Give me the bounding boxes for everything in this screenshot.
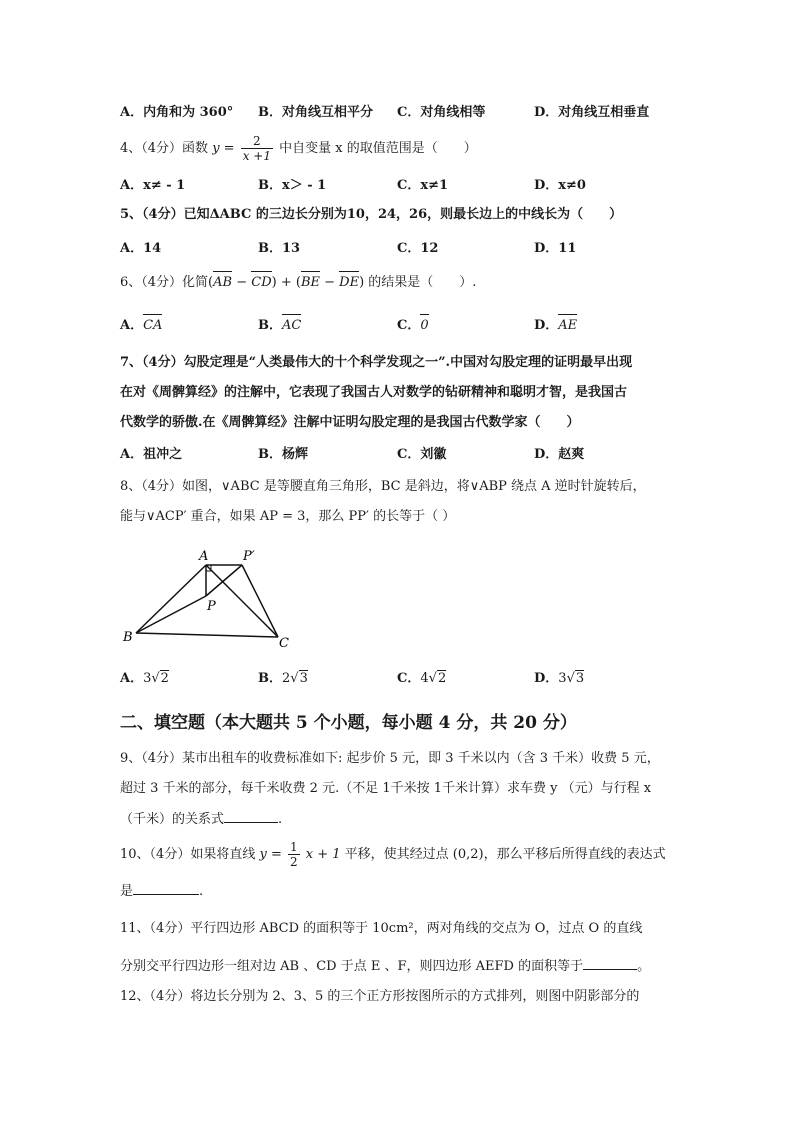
q10-fraction-denominator: 2: [290, 855, 298, 869]
q5-option-c: C．12: [397, 241, 439, 256]
q8-option-c-label: C．: [397, 671, 421, 686]
q6-option-d-vector: AE: [558, 318, 578, 333]
q6-option-c: [397, 317, 429, 335]
q8-line-ac: [206, 565, 278, 637]
q9-line-1: 9、（4分）某市出租车的收费标准如下: 起步价 5 元，即 3 千米以内（含 3 千米）收费 5 元，: [120, 751, 660, 766]
q7-line-3: 代数学的骄傲.在《周髀算经》注解中证明勾股定理的是我国古代数学家（ ）: [120, 415, 580, 430]
q10-fraction: [288, 840, 300, 869]
q8-option-b-label: B．: [258, 671, 282, 686]
q5-stem: 5、（4分）已知ΔABC 的三边长分别为10，24，26，则最长边上的中线长为（ ）: [120, 207, 623, 222]
q5-option-d: D．11: [534, 241, 577, 256]
q8-option-a-radicand: 2: [160, 671, 169, 686]
q6-open: (: [208, 275, 214, 290]
q8-option-d: [534, 670, 584, 688]
q10-line-2: [120, 882, 203, 901]
q6-prefix: 6、（4分）化简: [120, 275, 209, 290]
q6-minus-1: −: [232, 275, 252, 290]
q4-option-b: B．x＞ - 1: [258, 178, 327, 193]
q8-option-d-label: D．: [534, 671, 559, 686]
q8-label-b: B: [123, 630, 133, 645]
q10-answer-blank[interactable]: [133, 882, 199, 895]
q7-option-d: D．赵爽: [534, 447, 585, 462]
q7-line-2: 在对《周髀算经》的注解中，它表现了我国古人对数学的钻研精神和聪明才智，是我国古: [120, 385, 628, 400]
q8-option-b: [258, 670, 308, 688]
q7-line-1: 7、（4分）勾股定理是“人类最伟大的十个科学发现之一”.中国对勾股定理的证明最早出现: [120, 355, 633, 370]
q4-option-d: D．x≠0: [534, 178, 586, 193]
q4-option-a: A．x≠ - 1: [120, 178, 186, 193]
section-2-title: 二、填空题（本大题共 5 个小题，每小题 4 分，共 20 分）: [120, 713, 577, 733]
q4-prefix: 4、（4分）函数: [120, 141, 209, 156]
q8-option-b-radicand: 3: [299, 671, 308, 686]
q10-fraction-numerator: 1: [290, 840, 298, 854]
q4-fraction: [241, 134, 273, 163]
q7-option-c: C．刘徽: [397, 447, 447, 462]
q6-vector-be: BE: [300, 275, 320, 290]
q10-line-1: [120, 838, 666, 872]
q11-line-1: 11、（4分）平行四边形 ABCD 的面积等于 10cm²，两对角线的交点为 O，过点 O 的直线: [120, 921, 643, 936]
q4-suffix: 中自变量 x 的取值范围是（ ）: [279, 141, 477, 156]
q8-line-bp: [136, 596, 206, 633]
q8-line-bc: [136, 633, 278, 637]
q6-vector-cd: CD: [251, 275, 272, 290]
q3-option-a: A．内角和为 360°: [120, 105, 234, 120]
q6-vector-ab: AB: [213, 275, 233, 290]
q11-answer-blank[interactable]: [583, 957, 637, 970]
q10-x-part: x + 1: [305, 847, 341, 862]
q6-option-c-label: C．: [397, 318, 421, 333]
q9-line-3: [120, 810, 282, 829]
q8-label-c: C: [279, 636, 289, 650]
q5-option-a: A．14: [120, 241, 162, 256]
q5-option-b: B．13: [258, 241, 301, 256]
q6-option-c-vector: 0: [420, 318, 429, 333]
q8-line-1: 8、（4分）如图，∨ABC 是等腰直角三角形，BC 是斜边，将∨ABP 绕点 A 逆时针旋转后，: [120, 479, 646, 494]
q8-option-c-radicand: 2: [437, 671, 447, 686]
q8-option-a: [120, 670, 169, 688]
q8-option-b-coef: 2: [282, 671, 291, 686]
q8-option-c-sqrt: √2: [428, 671, 447, 686]
q6-option-b-vector: AC: [282, 318, 302, 333]
q8-option-c: [397, 670, 446, 688]
q8-option-a-coef: 3: [143, 671, 152, 686]
q12-line-1: 12、（4分）将边长分别为 2、3、5 的三个正方形按图所示的方式排列，则图中阴影部分的: [120, 989, 640, 1004]
q6-suffix: 的结果是（ ）.: [364, 275, 477, 290]
q9-line-3-end: .: [278, 812, 283, 827]
q8-line-p-prime-c: [242, 565, 278, 637]
q3-option-b: B．对角线互相平分: [258, 105, 373, 120]
q8-label-p: P: [207, 599, 216, 614]
q6-vector-de: DE: [339, 275, 360, 290]
q8-option-c-coef: 4: [420, 671, 429, 686]
q10-line-2-end: .: [199, 884, 204, 899]
q4-fraction-numerator: 2: [253, 134, 261, 148]
q4-eq: =: [219, 141, 239, 156]
q8-option-d-radicand: 3: [575, 671, 585, 686]
q6-option-a-label: A．: [120, 318, 144, 333]
q8-option-d-sqrt: √3: [566, 671, 585, 686]
q6-option-b: [258, 317, 301, 335]
q6-option-d: [534, 317, 577, 335]
q4-option-c: C．x≠1: [397, 178, 449, 193]
q8-option-d-coef: 3: [558, 671, 567, 686]
q10-y: y: [259, 847, 267, 862]
q7-option-a: A．祖冲之: [120, 447, 183, 462]
q11-line-2-text: 分别交平行四边形一组对边 AB 、CD 于点 E 、F，则四边形 AEFD 的面积等于: [120, 959, 584, 974]
q8-option-a-label: A．: [120, 671, 144, 686]
q8-option-b-sqrt: √3: [290, 671, 308, 686]
q3-option-d: D．对角线互相垂直: [534, 105, 650, 120]
q8-line-ba: [136, 565, 206, 633]
q9-line-2: 超过 3 千米的部分，每千米收费 2 元.（不足 1千米按 1千米计算）求车费 y （元）与行程 x: [120, 781, 652, 796]
q6-close: ): [359, 275, 365, 290]
q9-line-3-text: （千米）的关系式: [120, 812, 225, 827]
q7-option-b: B．杨辉: [258, 447, 308, 462]
q6-stem: [120, 274, 476, 292]
q4-stem: [120, 132, 477, 166]
q9-answer-blank[interactable]: [224, 810, 278, 823]
q6-minus-2: −: [319, 275, 340, 290]
q8-line-2: 能与∨ACP′ 重合，如果 AP = 3，那么 PP′ 的长等于（ ）: [120, 509, 456, 524]
q8-figure: [118, 546, 298, 650]
q6-mid: ) + (: [271, 275, 301, 290]
q10-line-2-text: 是: [120, 884, 134, 899]
q8-label-p-prime: P′: [243, 549, 255, 564]
q8-label-a: A: [199, 549, 209, 564]
q3-option-c: C．对角线相等: [397, 105, 486, 120]
q10-prefix: 10、（4分）如果将直线: [120, 847, 256, 862]
q6-option-d-label: D．: [534, 318, 559, 333]
q11-line-2-end: 。: [637, 959, 651, 974]
q4-fraction-denominator: x +1: [242, 149, 271, 163]
q6-option-b-label: B．: [258, 318, 282, 333]
q10-suffix: 平移，使其经过点 (0,2)，那么平移后所得直线的表达式: [340, 847, 666, 862]
q6-option-a-vector: CA: [143, 318, 163, 333]
q6-option-a: [120, 317, 162, 335]
q4-y: y: [212, 141, 220, 156]
q11-line-2: [120, 957, 650, 976]
q10-eq: =: [266, 847, 286, 862]
q8-option-a-sqrt: √2: [151, 671, 169, 686]
